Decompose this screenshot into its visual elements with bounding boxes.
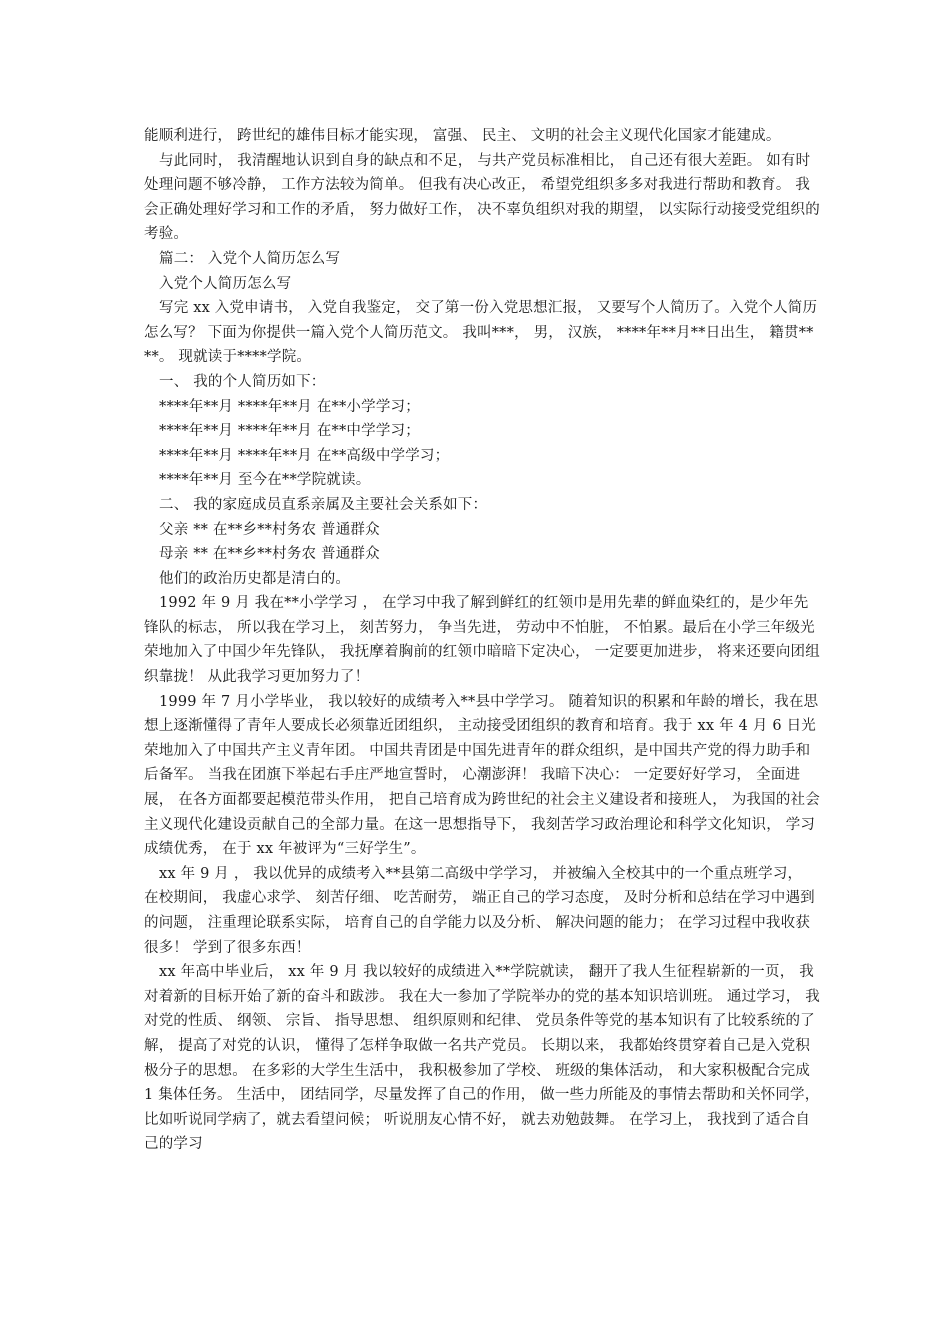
family-item: 母亲 ** 在**乡**村务农 普通群众 — [159, 546, 380, 563]
list-heading-resume: 一、 我的个人简历如下： — [159, 373, 326, 390]
paragraph-intro: 写完 xx 入党申请书， 入党自我鉴定， 交了第一份入党思想汇报， 又要写个人简历了。入党个人简历怎么写？ 下面为你提供一篇入党个人简历范文。 我叫***， 男， 汉族， ****年**月**日出生， 籍贯****。 现就读于****学院。 — [144, 300, 818, 366]
resume-item: ****年**月 ****年**月 在**小学学习； — [159, 398, 420, 415]
paragraph-continuation: 能顺利进行， 跨世纪的雄伟目标才能实现， 富强、 民主、 文明的社会主义现代化国家才能建成。 — [144, 128, 781, 144]
paragraph-self-reflection: 与此同时， 我清醒地认识到自身的缺点和不足， 与共产党员标准相比， 自己还有很大差距。 如有时处理问题不够冷静， 工作方法较为简单。 但我有决心改正， 希望党组织多多对我进行帮助和教育。 我会正确处理好学习和工作的矛盾， 努力做好工作， 决不辜负组织对我的期望， 以实际行动接受党组织的考验。 — [144, 152, 820, 243]
resume-item: ****年**月 至今在**学院就读。 — [159, 472, 371, 489]
paragraph-primary-school: 1992 年 9 月 我在**小学学习 ， 在学习中我了解到鲜红的红领巾是用先辈的鲜血染红的，是少年先锋队的标志， 所以我在学习上， 刻苦努力， 争当先进， 劳动中不怕脏， 不怕累。最后在小学三年级光荣地加入了中国少年先锋队， 我抚摩着胸前的红领巾暗暗下定决心， 一定要更加进步， 将来还要向团组织靠拢！ 从此我学习更加努力了！ — [144, 595, 820, 686]
paragraph-political-history: 他们的政治历史都是清白的。 — [159, 570, 351, 587]
document-page — [144, 124, 825, 1157]
family-item: 父亲 ** 在**乡**村务农 普通群众 — [159, 521, 380, 538]
paragraph-college: xx 年高中毕业后， xx 年 9 月 我以较好的成绩进入**学院就读， 翻开了我人生征程崭新的一页， 我对着新的目标开始了新的奋斗和跋涉。 我在大一参加了学院举办的党的基本知识培训班。 通过学习， 我对党的性质、 纲领、 宗旨、 指导思想、 组织原则和纪律、 党员条件等党的基本知识有了比较系统的了解， 提高了对党的认识， 懂得了怎样争取做一名共产党员。 长期以来， 我都始终贯穿着自己是入党积极分子的思想。 在多彩的大学生生活中， 我积极参加了学校、 班级的集体活动， 和大家积极配合完成 1 集体任务。 生活中， 团结同学，尽量发挥了自己的作用， 做一些力所能及的事情去帮助和关怀同学， 比如听说同学病了，就去看望问候； 听说朋友心情不好， 就去劝勉鼓舞。 在学习上， 我找到了适合自己的学习 — [144, 964, 825, 1153]
article-title: 入党个人简历怎么写 — [159, 275, 292, 292]
paragraph-middle-school: 1999 年 7 月小学毕业， 我以较好的成绩考入**县中学学习。 随着知识的积累和年龄的增长，我在思想上逐渐懂得了青年人要成长必须靠近团组织， 主动接受团组织的教育和培育。我于 xx 年 4 月 6 日光荣地加入了中国共产主义青年团。 中国共青团是中国先进青年的群众组织，是中国共产党的得力助手和后备军。 当我在团旗下举起右手庄严地宣誓时， 心潮澎湃！ 我暗下决心： 一定要好好学习， 全面进展， 在各方面都要起模范带头作用， 把自己培育成为跨世纪的社会主义建设者和接班人， 为我国的社会主义现代化建设贡献自己的全部力量。在这一思想指导下， 我刻苦学习政治理论和科学文化知识， 学习成绩优秀， 在于 xx 年被评为“三好学生”。 — [144, 693, 820, 858]
list-heading-family: 二、 我的家庭成员直系亲属及主要社会关系如下： — [159, 496, 488, 513]
paragraph-high-school: xx 年 9 月 ， 我以优异的成绩考入**县第二高级中学学习， 并被编入全校其中的一个重点班学习， 在校期间， 我虚心求学、 刻苦仔细、 吃苦耐劳， 端正自己的学习态度， 及时分析和总结在学习中遇到的问题， 注重理论联系实际， 培育自己的自学能力以及分析、 解决问题的能力； 在学习过程中我收获很多！ 学到了很多东西！ — [144, 865, 815, 956]
resume-item: ****年**月 ****年**月 在**中学学习； — [159, 423, 420, 440]
resume-item: ****年**月 ****年**月 在**高级中学学习； — [159, 447, 450, 464]
section-heading: 篇二： 入党个人简历怎么写 — [159, 250, 341, 267]
